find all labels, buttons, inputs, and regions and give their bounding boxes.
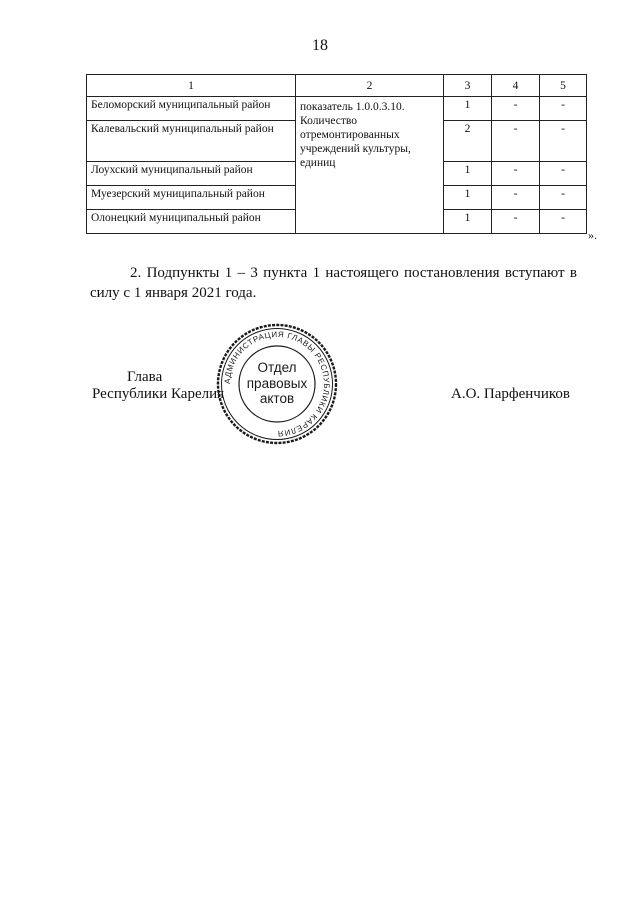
value-cell: - (492, 121, 540, 162)
value-cell: - (540, 97, 587, 121)
value-cell: - (492, 97, 540, 121)
column-header: 2 (296, 75, 444, 97)
column-header: 1 (87, 75, 296, 97)
column-header: 4 (492, 75, 540, 97)
value-cell: - (540, 186, 587, 210)
value-cell: - (492, 162, 540, 186)
indicator-cell: показатель 1.0.0.3.10. Количество отремонтированных учреждений культуры, единиц (296, 97, 444, 234)
district-name: Калевальский муниципальный район (87, 121, 296, 162)
district-name: Муезерский муниципальный район (87, 186, 296, 210)
value-cell: 1 (444, 162, 492, 186)
stamp-text-line: актов (259, 391, 295, 406)
value-cell: 1 (444, 97, 492, 121)
value-cell: - (540, 210, 587, 234)
value-cell: 2 (444, 121, 492, 162)
value-cell: 1 (444, 186, 492, 210)
stamp-text-line: правовых (246, 376, 308, 391)
data-table (86, 74, 587, 234)
table-row (87, 97, 587, 121)
column-header: 5 (540, 75, 587, 97)
value-cell: - (540, 162, 587, 186)
district-name: Лоухский муниципальный район (87, 162, 296, 186)
stamp-ring-text: АДМИНИСТРАЦИЯ ГЛАВЫ РЕСПУБЛИКИ КАРЕЛИЯ (222, 329, 332, 439)
page-number: 18 (312, 37, 328, 54)
closing-quote: ». (588, 228, 597, 242)
value-cell: - (540, 121, 587, 162)
district-name: Беломорский муниципальный район (87, 97, 296, 121)
value-cell: - (492, 210, 540, 234)
signatory-name: А.О. Парфенчиков (451, 386, 570, 402)
value-cell: - (492, 186, 540, 210)
body-paragraph: 2. Подпункты 1 – 3 пункта 1 настоящего постановления вступают в силу с 1 января 2021 года. (90, 265, 577, 301)
column-header: 3 (444, 75, 492, 97)
stamp-seal (216, 323, 338, 445)
signatory-title: Глава (127, 369, 163, 385)
signatory-region: Республики Карелия (92, 386, 225, 402)
value-cell: 1 (444, 210, 492, 234)
stamp-text-line: Отдел (257, 360, 297, 375)
district-name: Олонецкий муниципальный район (87, 210, 296, 234)
table-header-row (87, 75, 587, 97)
